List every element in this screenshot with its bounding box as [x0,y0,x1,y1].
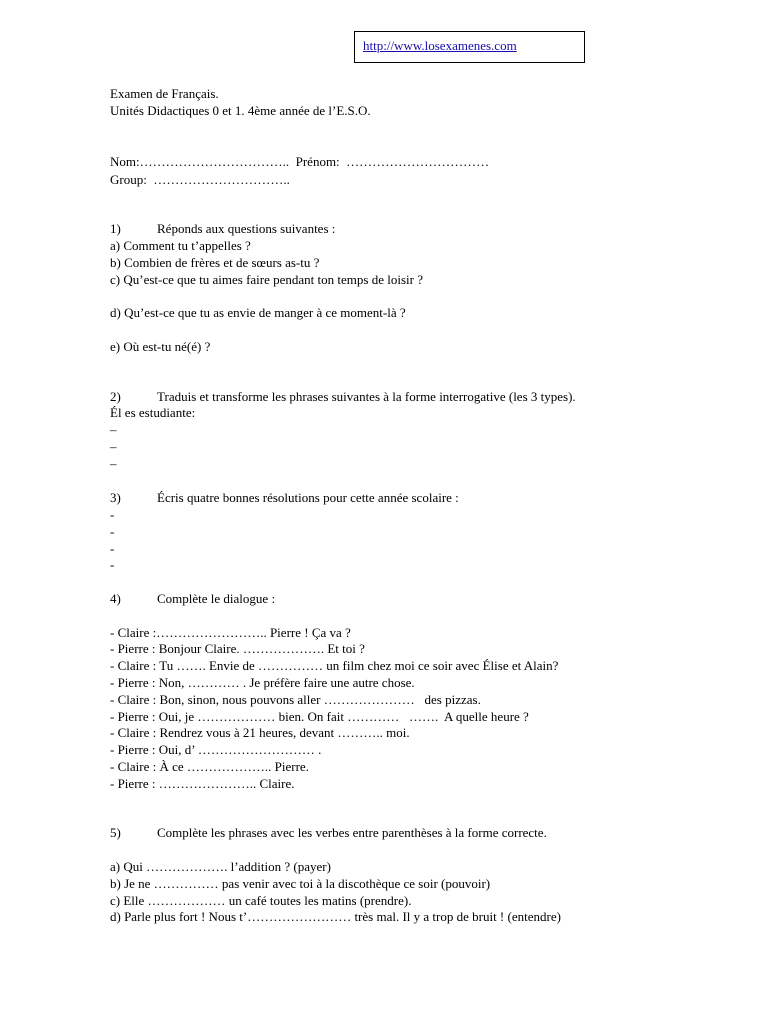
question-1-item: c) Qu’est-ce que tu aimes faire pendant ton temps de loisir ? [110,272,423,287]
question-2-heading [110,389,576,405]
dialogue-line: - Claire : Tu ……. Envie de …………… un film chez moi ce soir avec Élise et Alain? [110,658,559,673]
question-number: 5) [110,825,121,840]
question-1-heading [110,221,335,237]
dialogue-line: - Claire : À ce ……………….. Pierre. [110,759,309,774]
question-text: Complète le dialogue : [157,591,276,606]
question-number: 4) [110,591,121,606]
website-link[interactable]: http://www.losexamenes.com [363,38,517,53]
question-5-item: c) Elle ……………… un café toutes les matins (prendre). [110,893,412,908]
dialogue-line: - Claire : Rendrez vous à 21 heures, devant ……….. moi. [110,725,410,740]
url-box [354,31,585,63]
question-4-heading [110,591,275,607]
answer-dash: - [110,541,115,556]
question-number: 3) [110,490,121,505]
dialogue-line: - Claire :…………………….. Pierre ! Ça va ? [110,625,351,640]
question-5-item: b) Je ne …………… pas venir avec toi à la discothèque ce soir (pouvoir) [110,876,491,891]
question-1-item: e) Où est-tu né(é) ? [110,339,211,354]
dialogue-line: - Pierre : Oui, je ……………… bien. On fait ………… ……. A quelle heure ? [110,709,529,724]
group-field-line: Group: ………………………….. [110,172,290,187]
question-text: Complète les phrases avec les verbes entre parenthèses à la forme correcte. [157,825,547,840]
exam-subtitle: Unités Didactiques 0 et 1. 4ème année de l’E.S.O. [110,103,371,118]
exam-title: Examen de Français. [110,86,219,101]
answer-dash: – [110,439,117,454]
dialogue-line: - Claire : Bon, sinon, nous pouvons aller ………………… des pizzas. [110,692,481,707]
question-1-item: b) Combien de frères et de sœurs as-tu ? [110,255,320,270]
dialogue-line: - Pierre : Bonjour Claire. ………………. Et toi ? [110,641,365,656]
dialogue-line: - Pierre : Oui, d’ ……………………… . [110,742,322,757]
question-5-heading [110,825,547,841]
question-1-item: a) Comment tu t’appelles ? [110,238,251,253]
question-5-item: d) Parle plus fort ! Nous t’…………………… très mal. Il y a trop de bruit ! (entendre) [110,909,561,924]
answer-dash: - [110,524,115,539]
answer-dash: - [110,507,115,522]
question-text: Réponds aux questions suivantes : [157,221,336,236]
question-number: 2) [110,389,121,404]
question-text: Écris quatre bonnes résolutions pour cette année scolaire : [157,490,459,505]
question-number: 1) [110,221,121,236]
question-1-item: d) Qu’est-ce que tu as envie de manger à ce moment-là ? [110,305,406,320]
dialogue-line: - Pierre : Non, ………… . Je préfère faire une autre chose. [110,675,415,690]
question-text: Traduis et transforme les phrases suivantes à la forme interrogative (les 3 types). [157,389,576,404]
answer-dash: – [110,456,117,471]
question-5-item: a) Qui ………………. l’addition ? (payer) [110,859,331,874]
answer-dash: - [110,557,115,572]
dialogue-line: - Pierre : ………………….. Claire. [110,776,295,791]
question-2-sentence: Él es estudiante: [110,405,196,420]
question-3-heading [110,490,459,506]
answer-dash: – [110,422,117,437]
name-field-line: Nom:…………………………….. Prénom: …………………………… [110,154,490,169]
